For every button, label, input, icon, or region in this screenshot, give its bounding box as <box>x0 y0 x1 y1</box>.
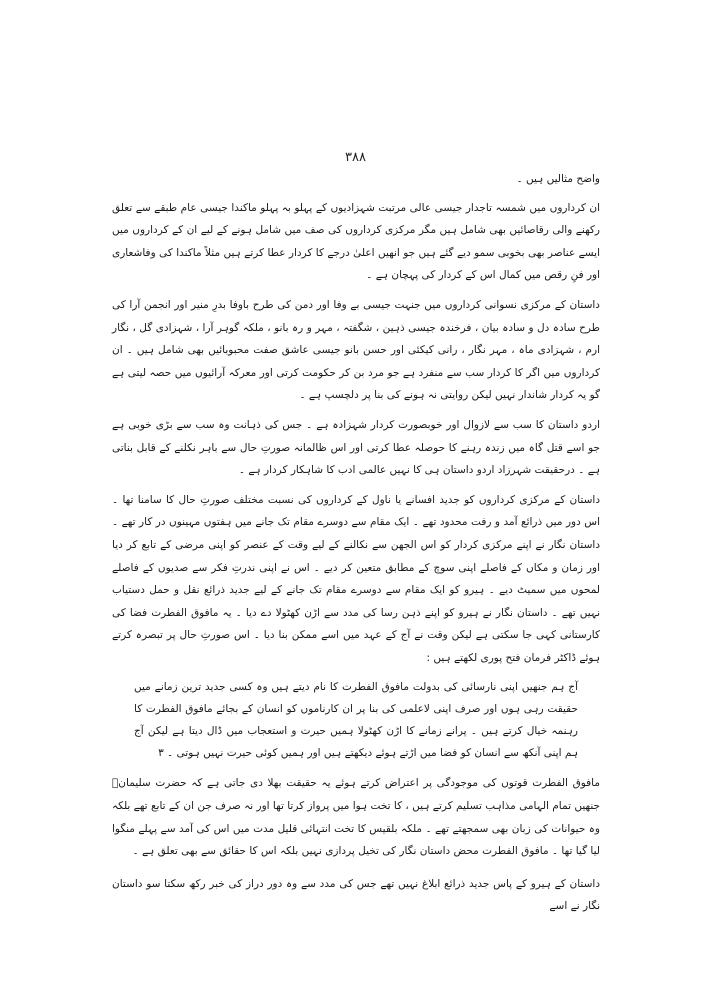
paragraph-7: داستان کے ہیرو کے پاس جدید ذرائع ابلاغ نہیں تھے جس کی مدد سے وہ دور دراز کی خبر رکھ سکتا سو داستان نگار نے اسے <box>112 877 600 913</box>
paragraph-1: واضح مثالیں ہیں ۔ <box>516 173 600 185</box>
paragraph-4: اردو داستان کا سب سے لازوال اور خوبصورت کردار شہزادہ ہے ۔ جس کی ذہانت وہ سب سے بڑی خوبی ہے جو اسے قتل گاہ میں زندہ رہنے کا حوصلہ عطا کرتی اور اس ظالمانہ صورتِ حال سے باہر نکلنے کے قابل بناتی ہے ۔ درحقیقت شہرزاد اردو داستان ہی کا نہیں عالمی ادب کا شاہکار کردار ہے ۔ <box>112 418 600 477</box>
paragraph-2: ان کرداروں میں شمسہ تاجدار جیسی عالی مرتبت شہزادیوں کے پہلو بہ پہلو ماکندا جیسی عام طبقے سے تعلق رکھنے والی رقاصائیں بھی شامل ہیں مگر مرکزی کرداروں کی صف میں شامل ہونے کے لیے ان کے کرداروں میں ایسے عناصر بھی بخوبی سمو دیے گئے ہیں جو انھیں اعلیٰ درجے کا کردار عطا کرتے ہیں مثلاً ماکندا کی وفاشعاری اور فنِ رقص میں کمال اس کے کردار کی پہچان ہے ۔ <box>112 201 600 282</box>
page-number: ۳۸۸ <box>345 150 366 165</box>
page-body <box>112 168 600 925</box>
paragraph-5: داستان کے مرکزی کرداروں کو جدید افسانے یا ناول کے کرداروں کی نسبت مختلف صورتِ حال کا سامنا تھا ۔ اس دور میں ذرائع آمد و رفت محدود تھے ۔ ایک مقام سے دوسرے مقام تک جانے میں ہفتوں مہینوں در کار تھے ۔ داستان نگار نے اپنے مرکزی کردار کو اس الجھن سے نکالنے کے لیے وقت کے عنصر کو اپنی مرضی کے تابع کر دیا اور زمان و مکاں کے فاصلے اپنی سوچ کے مطابق متعین کر دیے ۔ اس نے اپنی ندرتِ فکر سے صدیوں کے فاصلے لمحوں میں سمیٹ دیے ۔ ہیرو کو ایک مقام سے دوسرے مقام تک جانے کے لیے جدید ذرائع نقل و حمل دستیاب نہیں تھے ۔ داستان نگار نے ہیرو کو اپنے ذہن رسا کی مدد سے اڑن کھٹولا دے دیا ۔ یہ مافوق الفطرت فضا کی کارستانی کہی جا سکتی ہے لیکن وقت نے آج کے عہد میں اسے ممکن بنا دیا ۔ اس صورتِ حال پر تبصرہ کرتے ہوئے ڈاکٹر فرمان فتح پوری لکھتے ہیں : <box>112 493 600 664</box>
block-quote: آج ہم جنھیں اپنی نارسائی کی بدولت مافوق الفطرت کا نام دیتے ہیں وہ کسی جدید ترین زمانے میں حقیقت رہی ہوں اور صرف اپنی لاعلمی کی بنا پر ان کارناموں کو انسان کے بجائے مافوق الفطرت کا رہنمہ خیال کرتے ہیں ۔ پرانے زمانے کا اڑن کھٹولا ہمیں حیرت و استعجاب میں ڈال دیتا ہے لیکن آج ہم اپنی آنکھ سے انسان کو فضا میں اڑتے ہوئے دیکھتے ہیں اور ہمیں کوئی حیرت نہیں ہوتی ۔ ۳ <box>134 681 578 760</box>
paragraph-6: مافوق الفطرت قوتوں کی موجودگی پر اعتراض کرتے ہوئے یہ حقیقت بھلا دی جاتی ہے کہ حضرت سلیمانؑ جنھیں تمام الہامی مذاہب تسلیم کرتے ہیں ، کا تخت ہوا میں پرواز کرتا تھا اور نہ صرف جن ان کے تابع تھے بلکہ وہ حیوانات کی زبان بھی سمجھتے تھے ۔ ملکہ بلقیس کا تخت انتہائی قلیل مدت میں اس کی آمد سے پہلے منگوا لیا گیا تھا ۔ مافوق الفطرت محض داستان نگار کی تخیل پردازی نہیں بلکہ اس کا حقائق سے بھی تعلق ہے ۔ <box>112 777 600 858</box>
paragraph-3: داستان کے مرکزی نسوانی کرداروں میں جنہت جیسی بے وفا اور دمن کی طرح باوفا بدرِ منیر اور انجمن آرا کی طرح سادہ دل و سادہ بیان ، فرخندہ جیسی ذہین ، شگفتہ ، مہر و رہ بانو ، ملکہ گوہر آرا ، شہزادی گل ، نگار ارم ، شہزادی ماہ ، مہر نگار ، رانی کیکئی اور حسن بانو جیسی عاشق صفت محبوبائیں بھی شامل ہیں ۔ ان کرداروں میں اگر کا کردار سب سے منفرد ہے جو مرد بن کر حکومت کرتی اور معرکہ آرائیوں میں حصہ لیتی ہے گو یہ کردار شاندار نہیں لیکن روایتی نہ ہونے کی بنا پر دلچسپ ہے ۔ <box>112 298 600 402</box>
